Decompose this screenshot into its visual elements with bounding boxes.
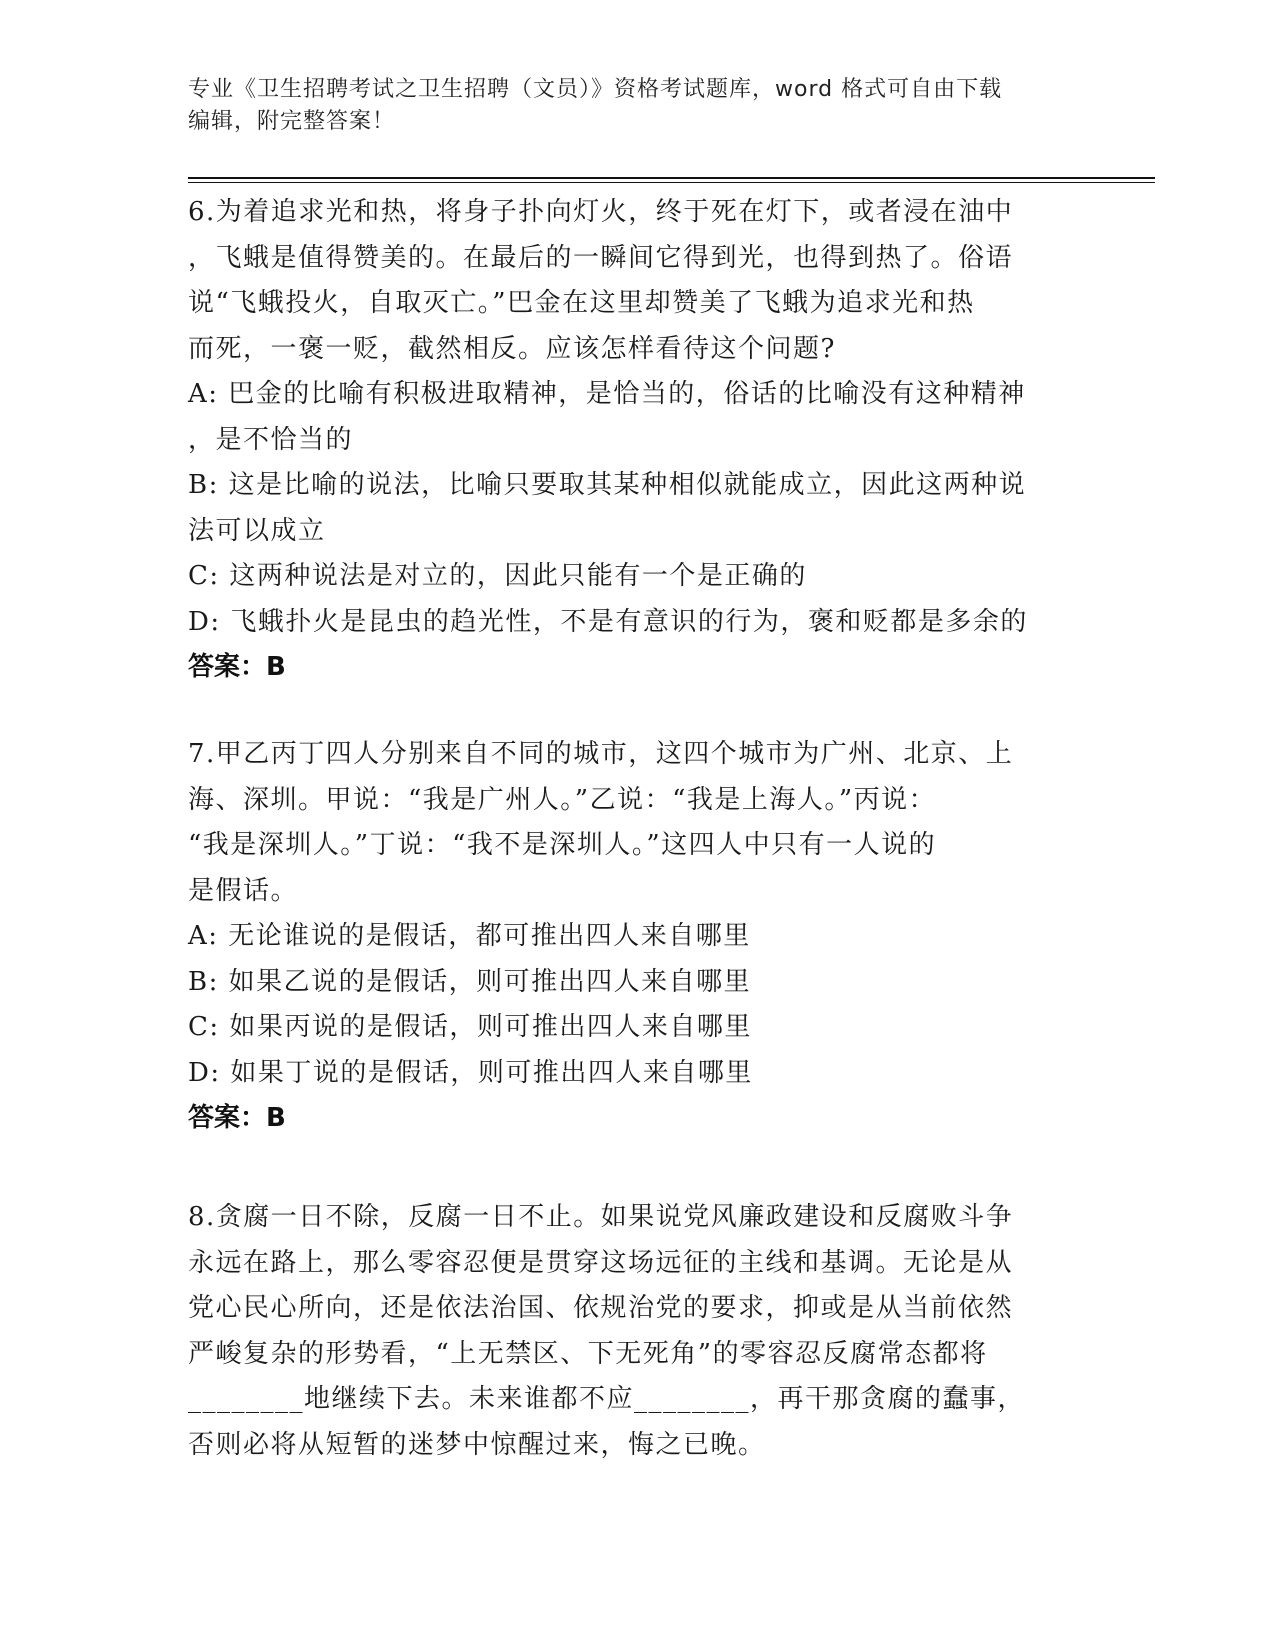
header-divider-thin (188, 182, 1155, 183)
question-text-line: 6.为着追求光和热，将身子扑向灯火，终于死在灯下，或者浸在油中 (188, 197, 1014, 227)
document-header (188, 74, 1068, 138)
question-8 (188, 1195, 1088, 1468)
question-text-line: 而死，一褒一贬，截然相反。应该怎样看待这个问题? (188, 333, 836, 364)
question-text-line: 海、深圳。甲说：“我是广州人。”乙说：“我是上海人。”丙说： (188, 784, 937, 815)
question-text-line: 永远在路上，那么零容忍便是贯穿这场远征的主线和基调。无论是从 (188, 1247, 1014, 1278)
header-line: 专业《卫生招聘考试之卫生招聘（文员）》资格考试题库，word 格式可自由下载 (188, 77, 1003, 102)
answer-label: 答案：B (188, 1103, 286, 1133)
option-line: A: 无论谁说的是假话，都可推出四人来自哪里 (188, 921, 751, 951)
option-line: ，是不恰当的 (188, 424, 354, 455)
question-text-line: 7.甲乙丙丁四人分别来自不同的城市，这四个城市为广州、北京、上 (188, 739, 1014, 769)
question-text-line: 严峻复杂的形势看，“上无禁区、下无死角”的零容忍反腐常态都将 (188, 1338, 988, 1369)
option-line: 法可以成立 (188, 515, 326, 546)
header-divider (188, 177, 1155, 179)
question-text-line: ________地继续下去。未来谁都不应________，再干那贪腐的蠢事， (188, 1384, 1026, 1414)
question-text-line: 说“飞蛾投火，自取灭亡。”巴金在这里却赞美了飞蛾为追求光和热 (188, 288, 975, 318)
question-6 (188, 190, 1088, 691)
question-text-line: 8.贪腐一日不除，反腐一日不止。如果说党风廉政建设和反腐败斗争 (188, 1202, 1014, 1232)
option-line: B: 这是比喻的说法，比喻只要取其某种相似就能成立，因此这两种说 (188, 470, 1027, 500)
option-line: C: 如果丙说的是假话，则可推出四人来自哪里 (188, 1012, 752, 1042)
answer-label: 答案：B (188, 652, 286, 682)
option-line: D: 飞蛾扑火是昆虫的趋光性，不是有意识的行为，褒和贬都是多余的 (188, 606, 1028, 637)
option-line: B: 如果乙说的是假话，则可推出四人来自哪里 (188, 966, 752, 997)
question-text-line: “我是深圳人。”丁说：“我不是深圳人。”这四人中只有一人说的 (188, 830, 937, 860)
question-text-line: ，飞蛾是值得赞美的。在最后的一瞬间它得到光，也得到热了。俗语 (188, 242, 1014, 273)
option-line: C: 这两种说法是对立的，因此只能有一个是正确的 (188, 561, 807, 591)
question-text-line: 是假话。 (188, 875, 299, 906)
header-line: 编辑，附完整答案！ (188, 109, 396, 134)
question-7 (188, 732, 1088, 1142)
option-line: A: 巴金的比喻有积极进取精神，是恰当的，俗话的比喻没有这种精神 (188, 379, 1026, 409)
question-text-line: 否则必将从短暂的迷梦中惊醒过来，悔之已晚。 (188, 1429, 766, 1460)
question-text-line: 党心民心所向，还是依法治国、依规治党的要求，抑或是从当前依然 (188, 1293, 1014, 1323)
option-line: D: 如果丁说的是假话，则可推出四人来自哪里 (188, 1057, 753, 1088)
